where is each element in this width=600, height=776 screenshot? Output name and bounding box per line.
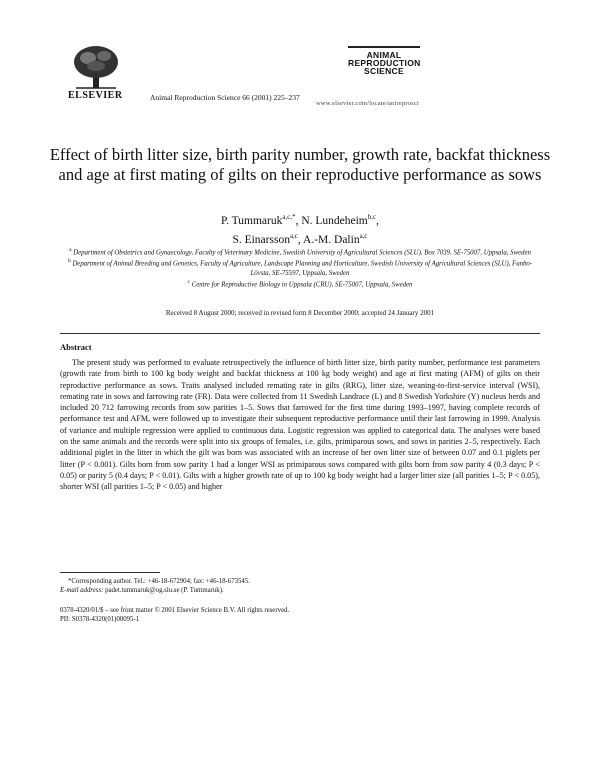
copyright-block: [60, 606, 540, 625]
affiliation-marker: b: [67, 258, 71, 265]
author-affiliation-marker[interactable]: a,c: [289, 231, 298, 240]
journal-title-line-1: ANIMAL: [366, 49, 402, 60]
affiliation-text: Centre for Reproductive Biology in Uppsala (CRU), SE-75007, Uppsala, Sweden: [191, 281, 413, 289]
journal-reference: Animal Reproduction Science 66 (2001) 225–237: [150, 93, 300, 102]
journal-title-line-3: SCIENCE: [364, 65, 404, 76]
affiliation-item: [60, 246, 540, 257]
journal-title-line-2: REPRODUCTION: [348, 57, 421, 68]
footnote-divider: [60, 572, 160, 573]
author-name: S. Einarsson: [232, 233, 290, 246]
author-affiliation-marker[interactable]: a,c: [359, 231, 368, 240]
affiliation-item: [60, 257, 540, 278]
abstract-heading: Abstract: [60, 342, 92, 352]
article-title: Effect of birth litter size, birth parity number, growth rate, backfat thickness and age at first mating of gilts on their reproductive performance as sows: [49, 145, 551, 184]
corresponding-author-note: *Corresponding author. Tel.: +46-18-672904; fax: +46-18-673545.: [68, 578, 250, 585]
email-note: [60, 586, 540, 595]
email-address[interactable]: padet.tummaruk@og.slu.se (P. Tummaruk).: [105, 587, 224, 595]
pii-line: PII: S0378-4320(01)00095-1: [60, 616, 140, 624]
email-label: E-mail address:: [60, 587, 104, 595]
affiliation-item: [60, 278, 540, 289]
author-name: N. Lundeheim: [301, 214, 368, 227]
affiliation-text: Department of Obstetrics and Gynaecology, Faculty of Veterinary Medicine, Swedish University of Agricultural Sciences (SLU), Box 7039, SE-75007, Uppsala, Sweden: [73, 249, 531, 257]
journal-url[interactable]: www.elsevier.com/locate/anireprosci: [316, 100, 419, 107]
divider: [60, 333, 540, 334]
affiliation-marker: c: [187, 279, 190, 286]
received-dates: Received 8 August 2000; received in revised form 8 December 2000; accepted 24 January 2001: [165, 309, 435, 317]
journal-masthead: [348, 46, 420, 75]
publisher-name: ELSEVIER: [68, 90, 123, 101]
author-name: A.-M. Dalin: [303, 233, 360, 246]
abstract-body: The present study was performed to evaluate retrospectively the influence of birth litter size, birth parity number, performance test parameters (growth rate from birth to 100 kg body weight and backfat thickness at 100 kg body weight) and age at first mating (AFM) of gilts on their reproductive performance as sows. Traits analysed included remating rate in gilts (RRG), litter size, weaning-to-first-service interval (WSI), remating rate in sows and farrowing rate (FR). Data were collected from 11 Swedish Landrace (L) and 8 Swedish Yorkshire (Y) nucleus herds and included 20 712 farrowing records from sow parities 1–5. Sows that farrowed for the first time during 1993–1997, having complete records of performance test and AFM, were followed up to investigate their subsequent reproductive performance until their last farrowing in 1999. Analysis of variance and multiple regression were applied to continuous data. Logistic regression was applied to categorical data. The analyses were based on the same animals and the records were split into six groups of females, i.e. gilts, primiparous sows, and sows in parities 2–5, respectively. Each additional piglet in the litter in which the gilt was born was associated with an increase of her own litter size of between 0.07 and 0.1 piglets per litter (P < 0.001). Gilts born from sow parity 1 had a longer WSI as primiparous sows compared with gilts born from sow parity 4 (0.3 days; P < 0.05) or parity 5 (0.4 days; P < 0.01). Gilts with a higher growth rate of up to 100 kg body weight had a larger litter size (all parities 1–5; P < 0.05), shorter WSI (all parities 1–5; P < 0.05) and higher: [60, 358, 540, 492]
affiliation-text: Department of Animal Breeding and Genetics, Faculty of Agriculture, Landscape Planning and Horticulture, Swedish University of Agricultural Sciences (SLU), Funbo-Lövsta, SE-75597, Uppsala, Sweden: [72, 260, 533, 277]
affiliation-marker: a: [69, 247, 72, 253]
author-name: P. Tummaruk: [221, 214, 283, 227]
copyright-line: 0378-4320/01/$ – see front matter © 2001 Elsevier Science B.V. All rights reserved.: [60, 607, 290, 614]
author-list: P. Tummaruk$^{a,c,*}$, N. Lundeheim$^{b,c}$, S. Einarsson$^{a,c}$, A.-M. Dalin$^{a,c}$: [221, 213, 379, 246]
header: [0, 0, 600, 120]
affiliations: [60, 246, 540, 290]
author-affiliation-marker[interactable]: b,c: [367, 213, 377, 221]
footnotes: [60, 577, 540, 596]
author-affiliation-marker[interactable]: a,c,*: [282, 213, 296, 221]
